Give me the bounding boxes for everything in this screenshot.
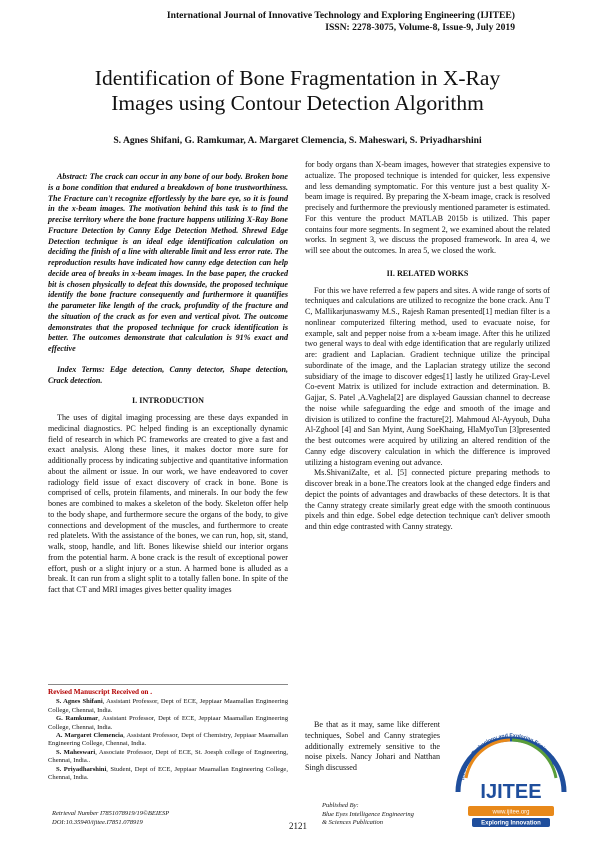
author-name-1: S. Agnes Shifani — [56, 698, 103, 706]
paper-title — [60, 66, 535, 116]
author-name-3: A. Margaret Clemencia — [56, 732, 124, 740]
published-by-label: Published By: — [322, 802, 359, 809]
index-terms — [48, 365, 288, 387]
author-affiliation-2: G. Ramkumar, Assistant Professor, Dept of ECE, Jeppiaar Maamallan Engineering College, Chennai, India. — [48, 715, 288, 731]
publisher-block — [322, 802, 414, 828]
index-terms-text: : Edge detection, Canny detector, Shape detection, Crack detection. — [48, 364, 289, 385]
journal-name: International Journal of Innovative Technology and Exploring Engineering (IJITEE) — [166, 10, 515, 21]
index-terms-label: Index Terms — [57, 364, 102, 374]
logo-name: IJITEE — [480, 781, 542, 803]
author-affiliation-1: S. Agnes Shifani, Assistant Professor, Dept of ECE, Jeppiaar Maamallan Engineering College, Chennai, India. — [48, 698, 288, 714]
author-name-5: S. Priyadharshini — [56, 765, 107, 773]
right-column — [305, 160, 550, 533]
author-list: S. Agnes Shifani, G. Ramkumar, A. Margaret Clemencia, S. Maheswari, S. Priyadharshini — [113, 135, 482, 146]
left-column — [48, 160, 288, 596]
logo-arc-text: Innovative Technology and Exploring Engineering — [460, 732, 558, 781]
logo-url: www.ijitee.org — [492, 809, 530, 816]
publisher-name-2: & Sciences Publication — [322, 819, 384, 826]
revised-manuscript-note: Revised Manuscript Received on . — [48, 688, 153, 696]
intro-paragraph: The uses of digital imaging processing are these days expanded in medicinal diagnostics. PC helped finding is an exceptionally dynamic field of research in which PC frameworks are created to give a fast and exact analysis. Along these lines, it makes doctor more sure for additionally process by indicating subjective and quantitative information about the ailment or issue. In our work, we have endeavored to cover radiology field issue of exact discovery of crack in bone. Bone is comprised of cells, protein filaments, and minerals. In our body the few bones are combined to makes a skeleton of the body. Skeleton offer help to the body shape, and furthermore secure the organs of the body, to give connections and development of the muscles, and furthermore to create red platelets. With the assistance of the bones, we can run, hop, sit, stand, walk, stoop, handle, and lift. Bones likewise shield our interior organs from the potential harm. A bone crack is the result of exceptional power effort, push or a slight injury or a stun. A harmed bone is alluded as a break. It can run from a slight split to a totally fallen bone. In spite of the fact that CT and MRI images gives better quality images — [48, 413, 288, 594]
retrieval-number: Retrieval Number I7851078919/19©BEIESP — [52, 810, 170, 817]
footer-retrieval — [52, 810, 169, 827]
abstract — [48, 172, 288, 355]
doi: DOI:10.35940/ijitee.I7851.078919 — [52, 818, 143, 826]
journal-header — [167, 10, 515, 34]
title-line-1: Identification of Bone Fragmentation in X-Ray — [94, 66, 501, 90]
related-paragraph-2: Ms.ShivaniZalte, et al. [5] connected picture preparing methods to discover break in a bone.The creators look at the changed edge finders and depict the points of advantages and drawbacks of these detectors. It is that the Canny strategy create similarly great edge with the smooth continuous pixels and thin edge. Sobel edge detection technique can't deliver smooth and thin edge contrasted with Canny strategy. — [305, 468, 550, 531]
page-number: 2121 — [289, 821, 307, 831]
journal-issn: ISSN: 2278-3075, Volume-8, Issue-9, July 2019 — [325, 22, 515, 33]
related-paragraph-3: Be that as it may, same like different techniques, Sobel and Canny strategies additionally extremely sensitive to the noise pixels. Nancy Johari and Natthan Singh discussed — [305, 720, 440, 772]
author-name-4: S. Maheswari — [56, 748, 96, 756]
author-footnotes — [48, 688, 288, 782]
author-affiliation-4: S. Maheswari, Associate Professor, Dept of ECE, St. Joesph college of Engineering, Chennai, India.. — [48, 748, 288, 765]
abstract-text: : The crack can occur in any bone of our body. Broken bone is a bone condition that endured a breakdown of bone trustworthiness. The Fracture can't recognize effortlessly by the bare eye, so it is found in the x-beam images. The motivation behind this task is to find the precise territory where the bone fracture happens utilizing X-Ray Bone Fracture Detection by Canny Edge Detection Method. Shrewd Edge Detection technique is an ideal edge identification calculation on deciding the finish of a line with alterable limit and less error rate. The reproduction results have indicated how canny edge detection can help decide area of breaks in x-beam images. In the base paper, the cracked bit is chosen physically to defeat this downside, the proposed technique identify the bone fracture consequently and furthermore it quantifies the parameter like length of the crack, profundity of the fracture and the situation of the crack as for even and vertical pivot. The outcome demonstrates that the proposed technique for crack identification is better. The outcomes demonstrate that calculation is 91% exact and effective — [48, 172, 288, 353]
related-paragraph-1: For this we have referred a few papers and sites. A wide range of sorts of techniques and calculations are utilized to recognize the bone crack. Anu T C, Mallikarjunaswamy M.S., Rajesh Raman presented[1] median filter is a nonlinear computerized filtering method, used to evacuate noise, for example, salt and pepper noise from a x-beam image. After this he utilized two general ways to deal with edge identification that are regularly utilized are: gradient and Laplacian. Gradient technique utilize the principal subordinate of the image, and the Laplacian strategy utilize the second subsidiary of the image to discover edges[1] lastly he utilized Gray-Level Co-event Matrix is utilized for include extraction and determination. B. Gajjar, S. Patel ,A.Vaghela[2] are displayed Gaussian channel to decrease the noise while safeguarding the edge and smooth of the image and division is utilized to confine the fracture[2]. Mahmoud Al-Ayyoub, Duha Al-Zghool [4] and San Myint, Aung SoeKhaing, HlaMyoTun [3]presented the best outcomes were acquired by utilizing an altered rendition of the Canny edge discovery calculation in which the difference is improved utilizing a histogram evening out advance. — [305, 285, 550, 467]
author-name-2: G. Ramkumar — [56, 715, 99, 723]
title-line-2: Images using Contour Detection Algorithm — [111, 91, 484, 115]
section-heading-introduction: I. INTRODUCTION — [132, 396, 204, 406]
section-heading-related-works: II. RELATED WORKS — [386, 268, 469, 278]
author-affiliation-5: S. Priyadharshini, Student, Dept of ECE, Jeppiaar Maamallan Engineering College, Chennai, India. — [48, 765, 288, 782]
ijitee-logo-icon — [452, 722, 570, 834]
abstract-label: Abstract — [57, 172, 85, 181]
publisher-name-1: Blue Eyes Intelligence Engineering — [322, 810, 414, 818]
related-paragraph-3-block — [305, 720, 440, 774]
intro-continuation: for body organs than X-beam images, however that strategies expensive to actualize. The proposed technique is intended for quicker, less expensive and less demanding symptomatic. For this venture just a best quality X-beam image is required. By preparing the X-beam image, crack is resolved precisely and furthermore the previously mentioned parameter is estimated. For this venture the product MATLAB 2015b is utilized. This paper contains four more segments. In segment 2, we examined about the related works. In segment 3, we discuss the proposed framework. In area 4, we will see about the outcomes. In area 5, we closed the work. — [305, 160, 550, 255]
logo-tagline: Exploring Innovation — [481, 820, 541, 827]
footnote-divider — [48, 684, 288, 685]
author-affiliation-3: A. Margaret Clemencia, Assistant Professor, Dept of Chemistry, Jeppiaar Maamallan Engineering College, Chennai, India. — [48, 732, 288, 748]
